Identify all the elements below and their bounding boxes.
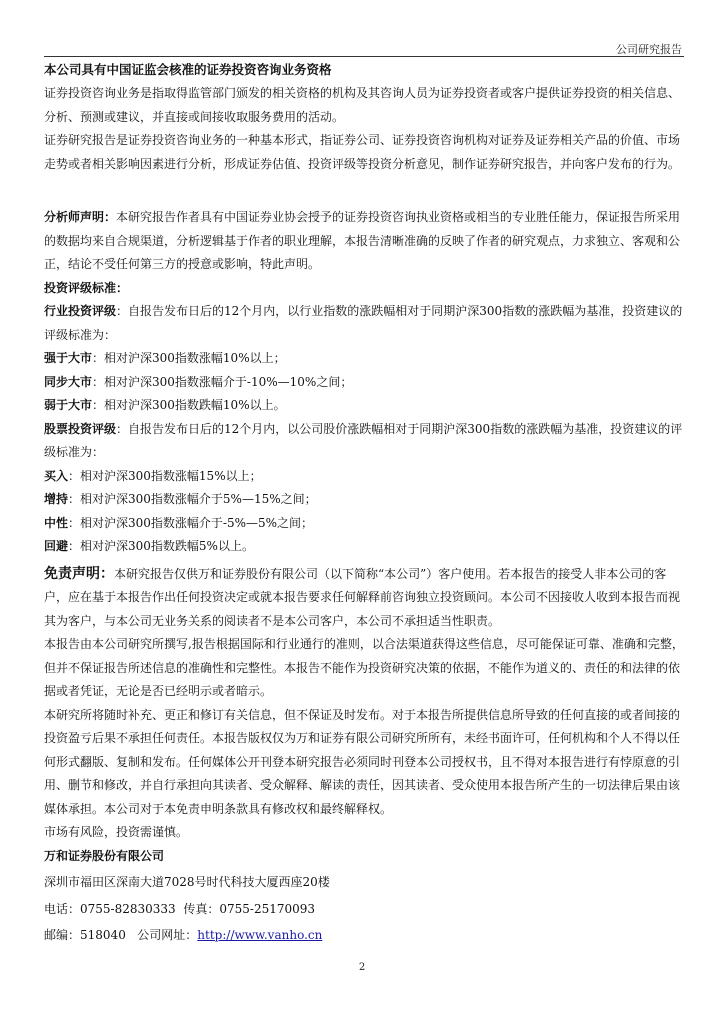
qualification-paragraph-1: 证券投资咨询业务是指取得监管部门颁发的相关资格的机构及其咨询人员为证券投资者或客户提供证券投资的相关信息、分析、预测或建议，并直接或间接收取服务费用的活动。 (44, 86, 681, 124)
stock-rating-item: 买入：相对沪深300指数涨幅15%以上； (44, 468, 262, 483)
company-postal (44, 924, 686, 948)
page-number: 2 (358, 962, 366, 973)
website-label: 公司网址： (137, 928, 198, 942)
disclaimer-paragraph-3: 本研究所将随时补充、更正和修订有关信息，但不保证及时发布。对于本报告所提供信息所导致的任何直接的或者间接的投资盈亏后果不承担任何责任。本报告版权仅为万和证券有限公司研究所所有，未经书面许可，任何机构和个人不得以任何形式翻版、复制和发布。任何媒体公开刊登本研究报告必须同时刊登本公司授权书，且不得对本报告进行有悖原意的引用、删节和修改，并自行承担向其读者、受众解释、解读的责任，因其读者、受众使用本报告所产生的一切法律后果由该媒体承担。本公司对于本免责申明条款具有修改权和最终解释权。 (44, 707, 681, 816)
company-contact (44, 898, 686, 922)
stock-rating-item: 中性：相对沪深300指数涨幅介于-5%—5%之间； (44, 515, 314, 530)
website-link[interactable]: http://www.vanho.cn (197, 928, 323, 942)
header-divider (44, 56, 684, 57)
company-name: 万和证券股份有限公司 (44, 848, 165, 863)
industry-rating-item: 弱于大市：相对沪深300指数跌幅10%以上。 (44, 398, 286, 412)
industry-rating-item: 同步大市：相对沪深300指数涨幅介于-10%—10%之间； (44, 374, 353, 389)
stock-rating-item: 回避：相对沪深300指数跌幅5%以上。 (44, 539, 254, 553)
disclaimer-label: 免责声明： (44, 565, 114, 582)
analyst-statement (44, 206, 686, 277)
risk-warning: 市场有风险，投资需谨慎。 (44, 825, 189, 839)
industry-rating-item: 强于大市：相对沪深300指数涨幅10%以上； (44, 351, 286, 365)
industry-rating (44, 300, 686, 347)
rating-standard-heading: 投资评级标准： (44, 280, 129, 295)
qualification-title: 本公司具有中国证监会核准的证券投资咨询业务资格 (44, 62, 332, 77)
qualification-paragraph-2: 证券研究报告是证券投资咨询业务的一种基本形式，指证券公司、证券投资咨询机构对证券及证券相关产品的价值、市场走势或者相关影响因素进行分析，形成证券估值、投资评级等投资分析意见，制作证券研究报告，并向客户发布的行为。 (44, 133, 681, 171)
stock-rating (44, 418, 686, 465)
disclaimer-paragraph-2: 本报告由本公司研究所撰写,报告根据国际和行业通行的准则，以合法渠道获得这些信息，尽可能保证可靠、准确和完整，但并不保证报告所述信息的准确性和完整性。本报告不能作为投资研究决策的依据，不能作为道义的、责任的和法律的依据或者凭证，无论是否已经明示或者暗示。 (44, 637, 684, 698)
document-body (44, 60, 686, 948)
stock-rating-intro: ：自报告发布日后的12个月内，以公司股价涨跌幅相对于同期沪深300指数的涨跌幅为基准，投资建议的评级标准为： (44, 421, 683, 459)
postcode-label: 邮编： (44, 928, 81, 942)
stock-rating-item: 增持：相对沪深300指数涨幅介于5%—15%之间； (44, 492, 317, 506)
postcode: 518040 (80, 928, 126, 942)
industry-rating-intro: ：自报告发布日后的12个月内，以行业指数的涨跌幅相对于同期沪深300指数的涨跌幅为基准，投资建议的评级标准为： (44, 304, 683, 342)
fax-number: 0755-25170093 (219, 901, 316, 916)
phone-number: 0755-82830333 (80, 901, 176, 916)
analyst-statement-text: 本研究报告作者具有中国证券业协会授予的证券投资咨询执业资格或相当的专业胜任能力，保证报告所采用的数据均来自合规渠道，分析逻辑基于作者的职业理解，本报告清晰准确的反映了作者的研究观点，力求独立、客观和公正，结论不受任何第三方的授意或影响，特此声明。 (44, 210, 681, 271)
analyst-statement-label: 分析师声明： (44, 210, 117, 224)
header-label: 公司研究报告 (616, 43, 682, 56)
fax-label: 传真： (183, 901, 220, 916)
company-address: 深圳市福田区深南大道7028号时代科技大厦西座20楼 (44, 875, 330, 889)
phone-label: 电话： (44, 901, 81, 916)
disclaimer-paragraph-1: 免责声明：本研究报告仅供万和证券股份有限公司（以下简称“本公司”）客户使用。若本报告的接受人非本公司的客户，应在基于本报告作出任何投资决定或就本报告要求任何解释前咨询独立投资顾问。本公司不因接收人收到本报告而视其为客户，与本公司无业务关系的阅读者不是本公司客户，本公司不承担适当性职责。 (44, 565, 681, 628)
stock-rating-label: 股票投资评级 (44, 421, 117, 436)
industry-rating-label: 行业投资评级 (44, 304, 117, 318)
